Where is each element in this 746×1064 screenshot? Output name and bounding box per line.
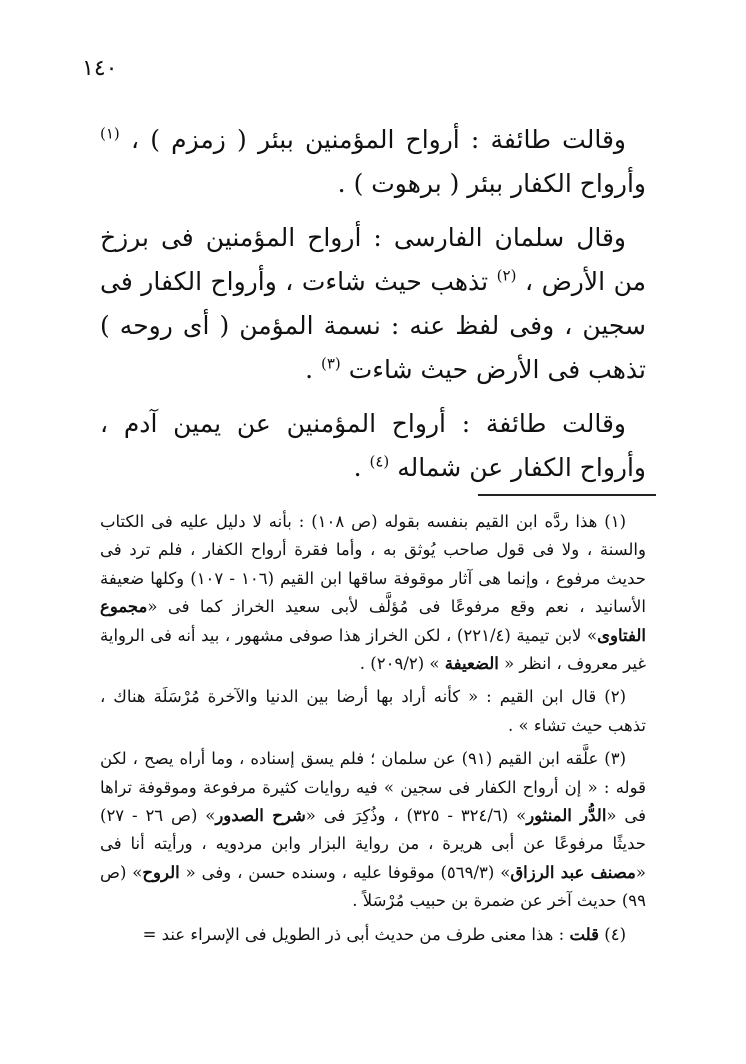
footnote-ref-2: (٢)	[496, 266, 517, 285]
book-title-al-durr-al-manthur: الدُّر المنثور	[526, 806, 607, 826]
book-title-al-ruh: الروح	[142, 862, 180, 882]
paragraph-salman: وقال سلمان الفارسى : أرواح المؤمنين فى برزخ من الأرض ، $^{(٢)}$ تذهب حيث شاءت ، وأرواح الكفار فى سجين ، وفى لفظ عنه : نسمة المؤمن ( أى روحه ) تذهب فى الأرض حيث شاءت $^{(٣)}$ .	[100, 223, 647, 384]
footnote-1: (١) هذا ردَّه ابن القيم بنفسه بقوله (ص ١٠٨) : بأنه لا دليل عليه فى الكتاب والسنة ، ولا فى قول صاحب يُوثق به ، وأما فقرة أرواح الكفار ، فلم ترد فى حديث مرفوع ، وإنما هى آثار موقوفة ساقها ابن القيم (١٠٦ - ١٠٧) وكلها ضعيفة الأسانيد ، نعم وقع مرفوعًا فى مُؤلَّف لأبى سعيد الخراز كما فى «مجموع الفتاوى» لابن تيمية (٢٢١/٤) ، لكن الخراز هذا صوفى مشهور ، بيد أنه فى الرواية غير معروف ، انظر « الضعيفة » (٢٠٩/٢) .	[100, 512, 647, 674]
main-text	[100, 118, 646, 500]
footnote-3: (٣) علَّقه ابن القيم (٩١) عن سلمان ؛ فلم يسق إسناده ، وما أراه يصح ، لكن قوله : « إن أرواح الكفار فى سجين » فيه روايات كثيرة مرفوعة وموقوفة تراها فى «الدُّر المنثور» (٣٢٤/٦ - ٣٢٥) ، وذُكِرَ فى «شرح الصدور» (ص ٢٦ - ٢٧) حديثًا مرفوعًا عن أبى هريرة ، من رواية البزار وابن مردويه ، ورأيته أنا فى «مصنف عبد الرزاق» (٥٦٩/٣) موقوفا عليه ، وسنده حسن ، وفى « الروح» (ص ٩٩) حديث آخر عن ضمرة بن حبيب مُرْسَلاً .	[100, 749, 646, 911]
book-title-majmu-al-fatawa: مجموع الفتاوى	[100, 597, 646, 645]
qultu-label: قلت	[569, 924, 599, 944]
book-title-sharh-al-sudur: شرح الصدور	[215, 806, 306, 826]
footnote-ref-4: (٤)	[369, 452, 390, 471]
paragraph-adam: وقالت طائفة : أرواح المؤمنين عن يمين آدم ، وأرواح الكفار عن شماله $^{(٤)}$ .	[100, 409, 646, 482]
footnote-ref-3: (٣)	[320, 354, 341, 373]
book-title-musannaf-abd-al-razzaq: مصنف عبد الرزاق	[510, 862, 636, 882]
footnotes	[100, 508, 646, 954]
footnote-4: (٤) قلت : هذا معنى طرف من حديث أبى ذر الطويل فى الإسراء عند =	[142, 924, 626, 944]
footnote-ref-1: (١)	[100, 124, 120, 143]
footnote-divider	[478, 494, 656, 496]
book-title-al-daifa: الضعيفة	[444, 654, 499, 674]
page-number: ١٤٠	[82, 56, 118, 81]
paragraph-zamzam: وقالت طائفة : أرواح المؤمنين ببئر ( زمزم ) ، $^{(١)}$ وأرواح الكفار ببئر ( برهوت ) .	[100, 124, 646, 198]
footnote-2: (٢) قال ابن القيم : « كأنه أراد بها أرضا بين الدنيا والآخرة مُرْسَلَة هناك ، تذهب حيث تشاء » .	[100, 687, 646, 735]
